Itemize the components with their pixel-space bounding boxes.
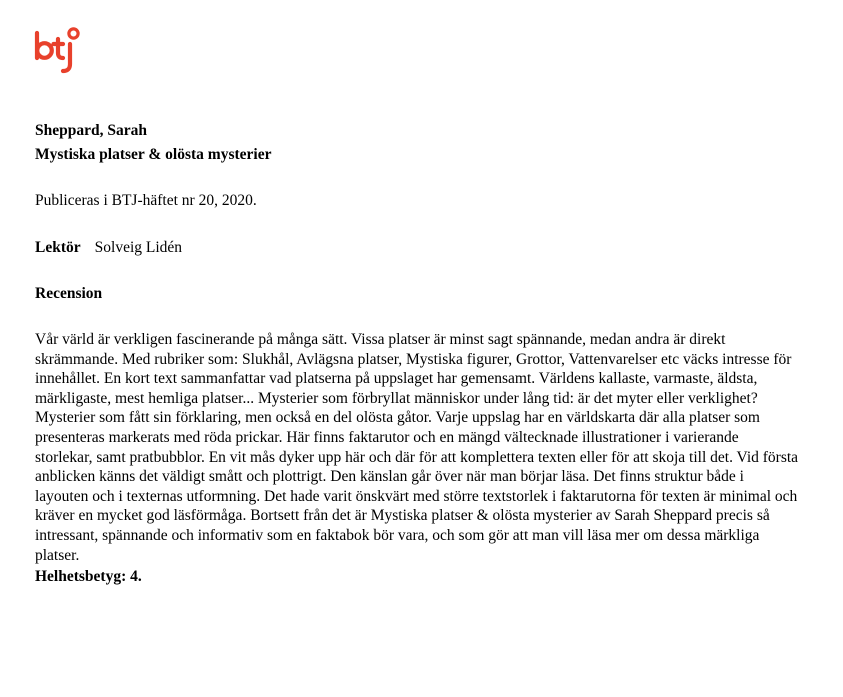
reviewer-label: Lektör bbox=[35, 238, 81, 256]
btj-logo-icon bbox=[34, 26, 82, 76]
review-document bbox=[35, 121, 800, 587]
btj-logo bbox=[34, 26, 82, 76]
publication-info: Publiceras i BTJ-häftet nr 20, 2020. bbox=[35, 192, 257, 210]
reviewer-name: Solveig Lidén bbox=[94, 238, 183, 256]
reviewer-row bbox=[35, 238, 800, 258]
overall-rating: Helhetsbetyg: 4. bbox=[35, 568, 142, 586]
book-author: Sheppard, Sarah bbox=[35, 122, 147, 139]
review-heading: Recension bbox=[35, 285, 103, 303]
book-title: Mystiska platser & olösta mysterier bbox=[35, 145, 272, 163]
review-body: Vår värld är verkligen fascinerande på många sätt. Vissa platser är minst sagt spännande, medan andra är direkt skrämmande. Med rubriker som: Slukhål, Avlägsna platser, Mystiska figurer, Grottor, Vattenvarelser etc väcks intresse för innehållet. En kort text sammanfattar vad platserna på uppslaget har gemensamt. Världens kallaste, varmaste, äldsta, märkligaste, mest hemliga platser... Mysterier som förbryllat människor under lång tid: är det myter eller verklighet? Mysterier som fått sin förklaring, men också en del olösta gåtor. Varje uppslag har en världskarta där alla platser som presenteras markerats med röda prickar. Här finns faktarutor och en mängd vältecknade illustrationer i varierande storlekar, samt pratbubblor. En vit mås dyker upp här och där för att komplettera texten eller för att skoja till det. Vid första anblicken känns det väldigt smått och plottrigt. Den känslan går över när man börjar läsa. Det finns struktur både i layouten och i texternas utformning. Det hade varit önskvärt med större textstorlek i faktarutorna för texten är minimal och kräver en mycket god läsförmåga. Bortsett från det är Mystiska platser & olösta mysterier av Sarah Sheppard precis så intressant, spännande och informativ som en faktabok bör vara, och som gör att man vill läsa mer om dessa märkliga platser. bbox=[35, 330, 799, 564]
